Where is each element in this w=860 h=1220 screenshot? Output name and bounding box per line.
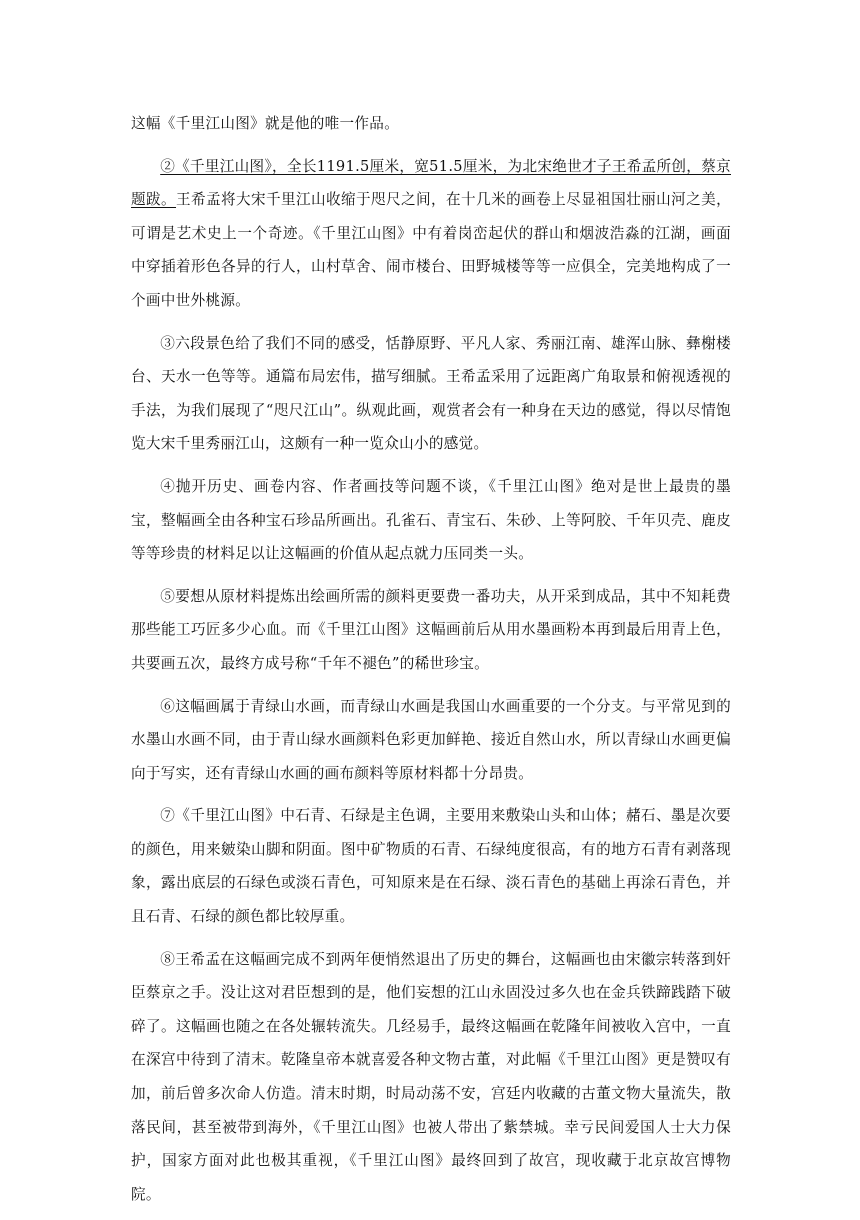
paragraph-2-text: 王希孟将大宋千里江山收缩于咫尺之间，在十几米的画卷上尽显祖国壮丽山河之美，可谓是艺术史上一个奇迹。《千里江山图》中有着岗峦起伏的群山和烟波浩淼的江湖，画面中穿插着形色各异的行人，山村草舍、闹市楼台、田野城楼等等一应俱全，完美地构成了一个画中世外桃源。 [131, 191, 731, 309]
underlined-sentence: ②《千里江山图》，全长1191.5厘米，宽51.5厘米，为北宋绝世才子王希孟所创，蔡京题跋。 [131, 157, 731, 209]
paragraph-2 [131, 150, 731, 318]
article-body [131, 107, 731, 1220]
paragraph-7: ⑦《千里江山图》中石青、石绿是主色调，主要用来敷染山头和山体；赭石、墨是次要的颜色，用来皴染山脚和阴面。图中矿物质的石青、石绿纯度很高，有的地方石青有剥落现象，露出底层的石绿色或淡石青色，可知原来是在石绿、淡石青色的基础上再涂石青色，并且石青、石绿的颜色都比较厚重。 [131, 807, 731, 926]
paragraph-3: ③六段景色给了我们不同的感受，恬静原野、平凡人家、秀丽江南、雄浑山脉、彝榭楼台、天水一色等等。通篇布局宏伟，描写细腻。王希孟采用了远距离广角取景和俯视透视的手法，为我们展现了“咫尺江山”。纵观此画，观赏者会有一种身在天边的感觉，得以尽情饱览大宋千里秀丽江山，这颇有一种一览众山小的感觉。 [131, 334, 731, 453]
paragraph-4: ④抛开历史、画卷内容、作者画技等问题不谈，《千里江山图》绝对是世上最贵的墨宝，整幅画全由各种宝石珍品所画出。孔雀石、青宝石、朱砂、上等阿胶、千年贝壳、鹿皮等等珍贵的材料足以让这幅画的价值从起点就力压同类一头。 [131, 477, 731, 563]
paragraph-5: ⑤要想从原材料提炼出绘画所需的颜料更要费一番功夫，从开采到成品，其中不知耗费那些能工巧匠多少心血。而《千里江山图》这幅画前后从用水墨画粉本再到最后用青上色，共要画五次，最终方成号称“千年不褪色”的稀世珍宝。 [131, 587, 731, 672]
paragraph-6: ⑥这幅画属于青绿山水画，而青绿山水画是我国山水画重要的一个分支。与平常见到的水墨山水画不同，由于青山绿水画颜料色彩更加鲜艳、接近自然山水，所以青绿山水画更偏向于写实，还有青绿山水画的画布颜料等原材料都十分昂贵。 [131, 697, 731, 782]
paragraph-8: ⑧王希孟在这幅画完成不到两年便悄然退出了历史的舞台，这幅画也由宋徽宗转落到奸臣蔡京之手。没让这对君臣想到的是，他们妄想的江山永固没过多久也在金兵铁蹄践踏下破碎了。这幅画也随之在各处辗转流失。几经易手，最终这幅画在乾隆年间被收入宫中，一直在深宫中待到了清末。乾隆皇帝本就喜爱各种文物古董，对此幅《千里江山图》更是赞叹有加，前后曾多次命人仿造。清末时期，时局动荡不安，宫廷内收藏的古董文物大量流失，散落民间，甚至被带到海外，《千里江山图》也被人带出了紫禁城。幸亏民间爱国人士大力保护，国家方面对此也极其重视，《千里江山图》最终回到了故宫，现收藏于北京故宫博物院。 [131, 950, 731, 1203]
paragraph-1-continuation: 这幅《千里江山图》就是他的唯一作品。 [131, 115, 400, 132]
